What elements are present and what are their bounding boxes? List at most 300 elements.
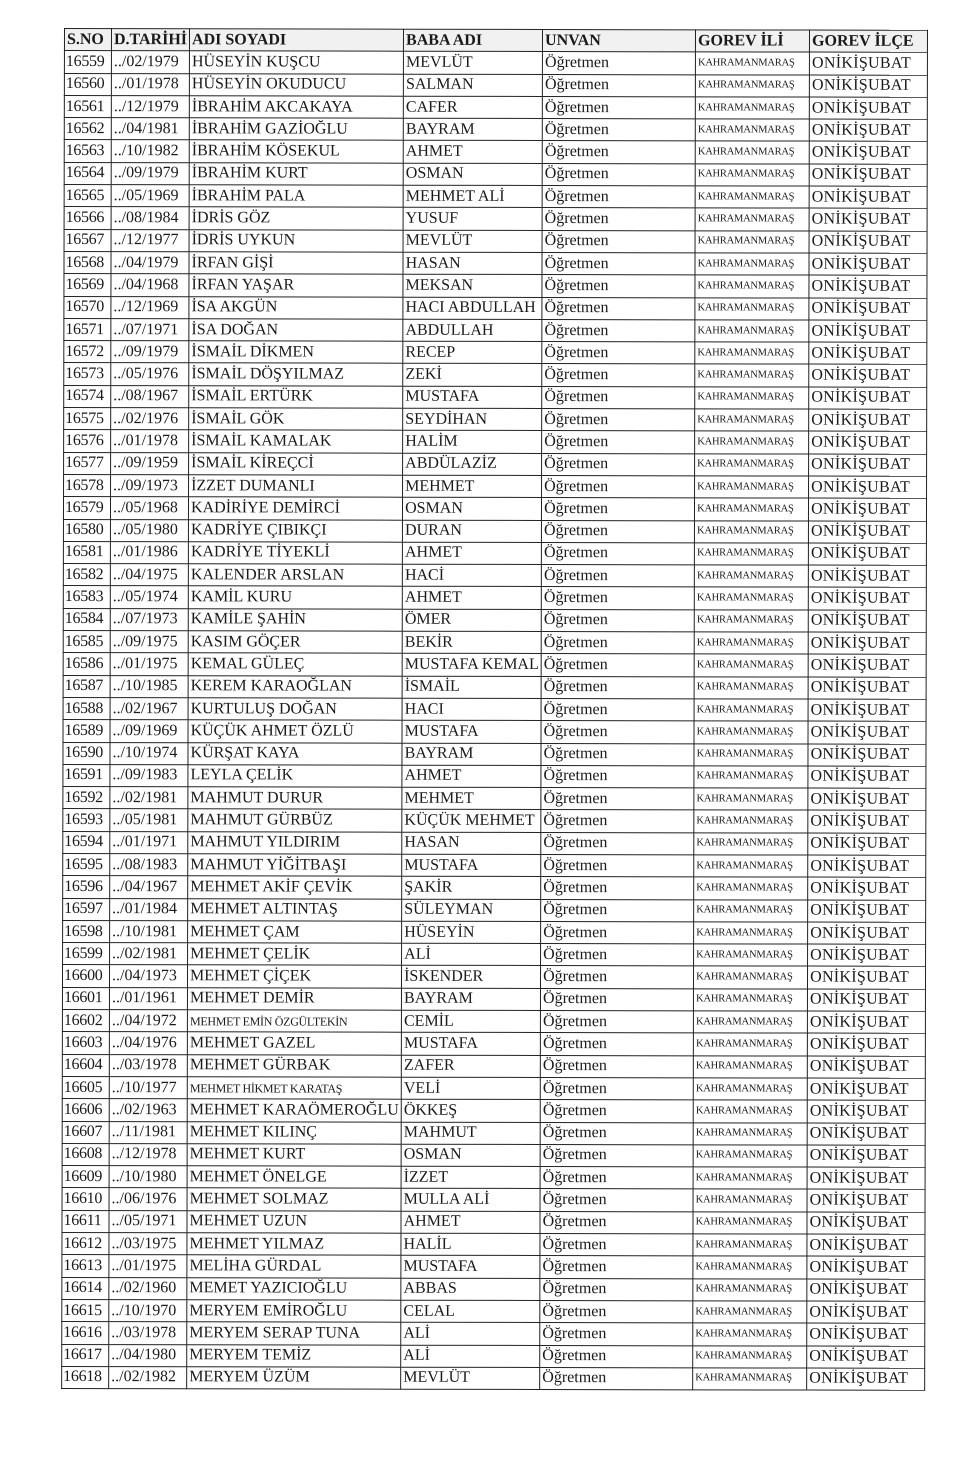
row-title: Öğretmen xyxy=(542,163,695,186)
row-duty-city: KAHRAMANMARAŞ xyxy=(694,743,808,766)
row-full-name: MEHMET ÇELİK xyxy=(188,943,402,966)
row-father-name: AHMET xyxy=(403,141,542,164)
row-title: Öğretmen xyxy=(540,1055,693,1078)
row-father-name: KÜÇÜK MEHMET xyxy=(402,810,541,833)
row-full-name: İBRAHİM KÖSEKUL xyxy=(189,140,403,163)
row-sno: 16609 xyxy=(62,1166,109,1188)
row-father-name: İSMAİL xyxy=(402,676,541,699)
row-title: Öğretmen xyxy=(542,364,695,387)
table-row xyxy=(64,474,927,498)
table-row xyxy=(63,787,926,811)
row-full-name: İSA DOĞAN xyxy=(189,319,403,342)
row-title: Öğretmen xyxy=(541,743,694,766)
table-row xyxy=(64,341,927,365)
row-birth-date: ../02/1976 xyxy=(111,408,189,430)
row-full-name: MAHMUT DURUR xyxy=(188,787,402,810)
row-full-name: MEHMET GAZEL xyxy=(187,1032,401,1055)
table-row xyxy=(64,162,927,186)
row-sno: 16583 xyxy=(63,586,110,608)
row-full-name: HÜSEYİN OKUDUCU xyxy=(189,73,403,96)
row-duty-district: ONİKİŞUBAT xyxy=(808,855,926,878)
table-row xyxy=(62,1188,925,1212)
row-father-name: MEVLÜT xyxy=(403,52,542,75)
row-duty-city: KAHRAMANMARAŞ xyxy=(695,164,809,187)
row-title: Öğretmen xyxy=(542,275,695,298)
row-title: Öğretmen xyxy=(541,810,694,833)
row-full-name: MAHMUT YILDIRIM xyxy=(188,831,402,854)
row-duty-city: KAHRAMANMARAŞ xyxy=(694,899,808,922)
table-row xyxy=(63,943,926,967)
row-duty-city: KAHRAMANMARAŞ xyxy=(695,52,809,75)
row-birth-date: ../05/1974 xyxy=(110,586,188,608)
row-duty-district: ONİKİŞUBAT xyxy=(808,632,926,655)
table-row xyxy=(64,51,927,75)
row-full-name: MAHMUT GÜRBÜZ xyxy=(188,809,402,832)
row-title: Öğretmen xyxy=(542,319,695,342)
row-father-name: İZZET xyxy=(401,1166,540,1189)
row-duty-district: ONİKİŞUBAT xyxy=(809,208,927,231)
table-row xyxy=(63,675,926,699)
row-birth-date: ../05/1971 xyxy=(109,1210,187,1232)
table-row xyxy=(64,95,927,119)
row-sno: 16600 xyxy=(62,965,109,987)
row-father-name: MEHMET xyxy=(403,475,542,498)
row-title: Öğretmen xyxy=(541,966,694,989)
row-birth-date: ../04/1967 xyxy=(110,876,188,898)
row-title: Öğretmen xyxy=(541,565,694,588)
row-duty-city: KAHRAMANMARAŞ xyxy=(695,186,809,209)
row-title: Öğretmen xyxy=(541,632,694,655)
row-duty-district: ONİKİŞUBAT xyxy=(807,1234,925,1257)
row-duty-district: ONİKİŞUBAT xyxy=(809,454,927,477)
row-sno: 16580 xyxy=(63,519,110,541)
row-father-name: OSMAN xyxy=(401,1144,540,1167)
row-full-name: İRFAN GİŞİ xyxy=(189,252,403,275)
row-title: Öğretmen xyxy=(541,921,694,944)
row-father-name: YUSUF xyxy=(403,208,542,231)
table-row xyxy=(62,1210,925,1234)
row-father-name: MEHMET ALİ xyxy=(403,185,542,208)
row-sno: 16567 xyxy=(64,229,111,251)
row-duty-city: KAHRAMANMARAŞ xyxy=(694,989,808,1012)
row-title: Öğretmen xyxy=(541,676,694,699)
table-row xyxy=(63,631,926,655)
row-father-name: MUSTAFA xyxy=(402,854,541,877)
row-duty-district: ONİKİŞUBAT xyxy=(807,1212,925,1235)
row-duty-city: KAHRAMANMARAŞ xyxy=(693,1078,807,1101)
row-title: Öğretmen xyxy=(540,1077,693,1100)
row-duty-district: ONİKİŞUBAT xyxy=(807,1056,925,1079)
row-sno: 16569 xyxy=(64,274,111,296)
table-row xyxy=(63,497,926,521)
row-duty-district: ONİKİŞUBAT xyxy=(808,810,926,833)
row-duty-district: ONİKİŞUBAT xyxy=(807,1301,925,1324)
row-title: Öğretmen xyxy=(541,542,694,565)
row-full-name: İDRİS GÖZ xyxy=(189,207,403,230)
row-sno: 16571 xyxy=(64,318,111,340)
row-full-name: İBRAHİM AKCAKAYA xyxy=(189,96,403,119)
row-title: Öğretmen xyxy=(540,1367,693,1390)
row-sno: 16604 xyxy=(62,1054,109,1076)
row-title: Öğretmen xyxy=(542,409,695,432)
row-duty-district: ONİKİŞUBAT xyxy=(807,1145,925,1168)
row-full-name: İSMAİL GÖK xyxy=(189,408,403,431)
row-father-name: HASAN xyxy=(402,832,541,855)
row-duty-city: KAHRAMANMARAŞ xyxy=(693,1100,807,1123)
header-full-name: ADI SOYADI xyxy=(189,29,403,52)
row-duty-district: ONİKİŞUBAT xyxy=(809,320,927,343)
row-full-name: MEHMET SOLMAZ xyxy=(187,1188,401,1211)
row-title: Öğretmen xyxy=(542,386,695,409)
row-duty-district: ONİKİŞUBAT xyxy=(809,365,927,388)
row-birth-date: ../10/1981 xyxy=(110,920,188,942)
row-sno: 16577 xyxy=(64,452,111,474)
row-duty-city: KAHRAMANMARAŞ xyxy=(694,833,808,856)
table-row xyxy=(62,1299,925,1323)
row-duty-district: ONİKİŞUBAT xyxy=(808,877,926,900)
row-title: Öğretmen xyxy=(542,208,695,231)
row-birth-date: ../01/1986 xyxy=(110,541,188,563)
row-father-name: BAYRAM xyxy=(402,743,541,766)
table-row xyxy=(63,608,926,632)
row-father-name: İSKENDER xyxy=(402,966,541,989)
row-duty-district: ONİKİŞUBAT xyxy=(809,97,927,120)
row-duty-district: ONİKİŞUBAT xyxy=(808,677,926,700)
row-duty-city: KAHRAMANMARAŞ xyxy=(694,766,808,789)
row-duty-city: KAHRAMANMARAŞ xyxy=(695,409,809,432)
row-father-name: OSMAN xyxy=(403,163,542,186)
row-father-name: SALMAN xyxy=(403,74,542,97)
row-title: Öğretmen xyxy=(542,520,695,543)
row-full-name: KADRİYE TİYEKLİ xyxy=(188,542,402,565)
row-duty-city: KAHRAMANMARAŞ xyxy=(693,1256,807,1279)
row-full-name: KASIM GÖÇER xyxy=(188,631,402,654)
row-full-name: MERYEM ÜZÜM xyxy=(187,1367,401,1390)
row-duty-city: KAHRAMANMARAŞ xyxy=(693,1167,807,1190)
row-title: Öğretmen xyxy=(541,765,694,788)
row-title: Öğretmen xyxy=(542,342,695,365)
row-sno: 16598 xyxy=(63,920,110,942)
row-duty-district: ONİKİŞUBAT xyxy=(809,409,927,432)
row-full-name: MELİHA GÜRDAL xyxy=(187,1255,401,1278)
table-row xyxy=(63,742,926,766)
row-birth-date: ../02/1963 xyxy=(109,1099,187,1121)
row-birth-date: ../08/1983 xyxy=(110,854,188,876)
table-row xyxy=(63,809,926,833)
row-duty-city: KAHRAMANMARAŞ xyxy=(694,721,808,744)
row-full-name: MEMET YAZICIOĞLU xyxy=(187,1277,401,1300)
header-title: UNVAN xyxy=(543,30,696,53)
row-sno: 16601 xyxy=(62,987,109,1009)
row-sno: 16578 xyxy=(64,474,111,496)
row-birth-date: ../03/1975 xyxy=(109,1233,187,1255)
row-duty-city: KAHRAMANMARAŞ xyxy=(694,699,808,722)
row-title: Öğretmen xyxy=(540,1323,693,1346)
row-title: Öğretmen xyxy=(542,96,695,119)
row-duty-district: ONİKİŞUBAT xyxy=(809,75,927,98)
row-sno: 16573 xyxy=(64,363,111,385)
row-title: Öğretmen xyxy=(540,1300,693,1323)
row-duty-city: KAHRAMANMARAŞ xyxy=(693,1234,807,1257)
row-birth-date: ../09/1975 xyxy=(110,631,188,653)
row-duty-district: ONİKİŞUBAT xyxy=(807,1256,925,1279)
row-duty-city: KAHRAMANMARAŞ xyxy=(695,297,809,320)
row-title: Öğretmen xyxy=(540,1278,693,1301)
row-sno: 16564 xyxy=(64,162,111,184)
row-duty-district: ONİKİŞUBAT xyxy=(807,1189,925,1212)
row-duty-district: ONİKİŞUBAT xyxy=(809,476,927,499)
row-duty-city: KAHRAMANMARAŞ xyxy=(695,141,809,164)
row-full-name: MEHMET DEMİR xyxy=(187,988,401,1011)
row-duty-district: ONİKİŞUBAT xyxy=(809,142,927,165)
row-full-name: KALENDER ARSLAN xyxy=(188,564,402,587)
document-sheet xyxy=(61,28,928,1391)
row-father-name: HASAN xyxy=(403,252,542,275)
row-sno: 16613 xyxy=(62,1255,109,1277)
row-birth-date: ../05/1980 xyxy=(110,519,188,541)
row-full-name: MEHMET KURT xyxy=(187,1144,401,1167)
row-father-name: MUSTAFA xyxy=(402,720,541,743)
table-row xyxy=(63,853,926,877)
row-title: Öğretmen xyxy=(541,832,694,855)
row-sno: 16570 xyxy=(64,296,111,318)
row-birth-date: ../05/1976 xyxy=(111,363,189,385)
row-birth-date: ../12/1977 xyxy=(111,229,189,251)
row-duty-district: ONİKİŞUBAT xyxy=(808,766,926,789)
row-duty-district: ONİKİŞUBAT xyxy=(808,788,926,811)
row-title: Öğretmen xyxy=(542,186,695,209)
table-row xyxy=(63,697,926,721)
row-full-name: MEHMET YILMAZ xyxy=(187,1233,401,1256)
row-duty-district: ONİKİŞUBAT xyxy=(808,833,926,856)
row-duty-district: ONİKİŞUBAT xyxy=(807,1078,925,1101)
row-sno: 16589 xyxy=(63,720,110,742)
row-title: Öğretmen xyxy=(541,854,694,877)
row-full-name: MEHMET HİKMET KARATAŞ xyxy=(187,1077,401,1100)
row-duty-district: ONİKİŞUBAT xyxy=(808,587,926,610)
table-row xyxy=(64,385,927,409)
table-row xyxy=(64,207,927,231)
row-birth-date: ../01/1978 xyxy=(111,430,189,452)
row-sno: 16585 xyxy=(63,631,110,653)
row-duty-city: KAHRAMANMARAŞ xyxy=(695,364,809,387)
row-title: Öğretmen xyxy=(542,74,695,97)
row-sno: 16588 xyxy=(63,697,110,719)
row-birth-date: ../05/1968 xyxy=(110,497,188,519)
row-duty-city: KAHRAMANMARAŞ xyxy=(694,922,808,945)
row-full-name: MERYEM SERAP TUNA xyxy=(187,1322,401,1345)
row-birth-date: ../05/1981 xyxy=(110,809,188,831)
row-duty-city: KAHRAMANMARAŞ xyxy=(694,810,808,833)
table-row xyxy=(62,1344,925,1368)
row-duty-city: KAHRAMANMARAŞ xyxy=(693,1122,807,1145)
row-sno: 16611 xyxy=(62,1210,109,1232)
row-sno: 16562 xyxy=(64,118,111,140)
row-title: Öğretmen xyxy=(542,119,695,142)
row-father-name: HACI ABDULLAH xyxy=(403,297,542,320)
row-title: Öğretmen xyxy=(542,453,695,476)
header-birth-date: D.TARİHİ xyxy=(111,29,189,51)
row-title: Öğretmen xyxy=(540,1144,693,1167)
table-row xyxy=(62,1010,925,1034)
row-duty-city: KAHRAMANMARAŞ xyxy=(693,1011,807,1034)
row-title: Öğretmen xyxy=(542,252,695,275)
row-duty-district: ONİKİŞUBAT xyxy=(809,521,927,544)
row-birth-date: ../11/1981 xyxy=(109,1121,187,1143)
row-title: Öğretmen xyxy=(540,1256,693,1279)
row-duty-city: KAHRAMANMARAŞ xyxy=(693,1189,807,1212)
row-duty-city: KAHRAMANMARAŞ xyxy=(694,877,808,900)
row-father-name: AHMET xyxy=(401,1211,540,1234)
row-father-name: MUSTAFA KEMAL xyxy=(402,654,541,677)
row-sno: 16603 xyxy=(62,1032,109,1054)
header-father-name: BABA ADI xyxy=(404,29,543,52)
row-full-name: MAHMUT YİĞİTBAŞI xyxy=(188,854,402,877)
row-father-name: SÜLEYMAN xyxy=(402,899,541,922)
row-duty-district: ONİKİŞUBAT xyxy=(808,922,926,945)
row-sno: 16568 xyxy=(64,251,111,273)
row-birth-date: ../12/1978 xyxy=(109,1143,187,1165)
row-duty-city: KAHRAMANMARAŞ xyxy=(695,520,809,543)
row-title: Öğretmen xyxy=(541,721,694,744)
row-father-name: MEHMET xyxy=(402,787,541,810)
row-duty-district: ONİKİŞUBAT xyxy=(808,610,926,633)
table-row xyxy=(64,318,927,342)
row-duty-city: KAHRAMANMARAŞ xyxy=(695,208,809,231)
row-duty-city: KAHRAMANMARAŞ xyxy=(695,230,809,253)
row-title: Öğretmen xyxy=(541,609,694,632)
row-birth-date: ../03/1978 xyxy=(109,1322,187,1344)
row-sno: 16576 xyxy=(64,430,111,452)
table-row xyxy=(62,1121,925,1145)
row-duty-city: KAHRAMANMARAŞ xyxy=(694,610,808,633)
row-duty-city: KAHRAMANMARAŞ xyxy=(695,342,809,365)
row-birth-date: ../04/1975 xyxy=(110,564,188,586)
row-duty-district: ONİKİŞUBAT xyxy=(808,744,926,767)
row-father-name: HÜSEYİN xyxy=(402,921,541,944)
row-full-name: MERYEM EMİROĞLU xyxy=(187,1300,401,1323)
row-father-name: HACI xyxy=(402,698,541,721)
row-duty-district: ONİKİŞUBAT xyxy=(808,699,926,722)
row-duty-city: KAHRAMANMARAŞ xyxy=(693,1145,807,1168)
row-duty-district: ONİKİŞUBAT xyxy=(808,654,926,677)
row-duty-city: KAHRAMANMARAŞ xyxy=(693,1368,807,1391)
row-duty-district: ONİKİŞUBAT xyxy=(809,164,927,187)
row-duty-district: ONİKİŞUBAT xyxy=(808,543,926,566)
row-father-name: HALİL xyxy=(401,1233,540,1256)
row-father-name: ALİ xyxy=(402,943,541,966)
row-full-name: İSMAİL DÖŞYILMAZ xyxy=(189,363,403,386)
row-title: Öğretmen xyxy=(540,1033,693,1056)
row-title: Öğretmen xyxy=(540,1211,693,1234)
row-duty-district: ONİKİŞUBAT xyxy=(809,498,927,521)
row-birth-date: ../04/1968 xyxy=(111,274,189,296)
table-row xyxy=(63,764,926,788)
row-birth-date: ../12/1979 xyxy=(111,95,189,117)
row-sno: 16597 xyxy=(63,898,110,920)
row-title: Öğretmen xyxy=(541,698,694,721)
row-duty-district: ONİKİŞUBAT xyxy=(807,1323,925,1346)
row-sno: 16593 xyxy=(63,809,110,831)
row-full-name: KÜRŞAT KAYA xyxy=(188,742,402,765)
row-duty-district: ONİKİŞUBAT xyxy=(808,565,926,588)
row-sno: 16575 xyxy=(64,408,111,430)
row-sno: 16595 xyxy=(63,853,110,875)
row-full-name: İSMAİL DİKMEN xyxy=(189,341,403,364)
row-full-name: KADİRİYE DEMİRCİ xyxy=(189,497,403,520)
row-father-name: MUSTAFA xyxy=(403,386,542,409)
row-father-name: MULLA ALİ xyxy=(401,1189,540,1212)
row-duty-city: KAHRAMANMARAŞ xyxy=(695,97,809,120)
row-duty-city: KAHRAMANMARAŞ xyxy=(695,476,809,499)
row-birth-date: ../04/1976 xyxy=(109,1032,187,1054)
row-duty-district: ONİKİŞUBAT xyxy=(809,253,927,276)
row-father-name: CEMİL xyxy=(401,1010,540,1033)
row-birth-date: ../01/1978 xyxy=(111,73,189,95)
row-father-name: ALİ xyxy=(401,1345,540,1368)
row-sno: 16594 xyxy=(63,831,110,853)
row-duty-district: ONİKİŞUBAT xyxy=(808,967,926,990)
row-sno: 16572 xyxy=(64,341,111,363)
row-full-name: İDRİS UYKUN xyxy=(189,229,403,252)
row-duty-city: KAHRAMANMARAŞ xyxy=(694,654,808,677)
row-full-name: MEHMET EMİN ÖZGÜLTEKİN xyxy=(187,1010,401,1033)
row-father-name: BAYRAM xyxy=(402,988,541,1011)
row-birth-date: ../02/1982 xyxy=(109,1366,187,1388)
table-row xyxy=(63,831,926,855)
row-birth-date: ../09/1973 xyxy=(111,475,189,497)
row-duty-city: KAHRAMANMARAŞ xyxy=(693,1323,807,1346)
row-title: Öğretmen xyxy=(541,899,694,922)
table-row xyxy=(64,140,927,164)
table-row xyxy=(63,653,926,677)
row-sno: 16561 xyxy=(64,95,111,117)
row-sno: 16614 xyxy=(62,1277,109,1299)
table-header-row xyxy=(64,29,927,53)
row-father-name: OSMAN xyxy=(403,497,542,520)
row-duty-city: KAHRAMANMARAŞ xyxy=(694,676,808,699)
row-father-name: ÖMER xyxy=(402,609,541,632)
row-father-name: MEVLÜT xyxy=(401,1367,540,1390)
row-sno: 16618 xyxy=(62,1366,109,1388)
row-full-name: KAMİL KURU xyxy=(188,586,402,609)
row-duty-city: KAHRAMANMARAŞ xyxy=(695,387,809,410)
row-title: Öğretmen xyxy=(540,1345,693,1368)
row-father-name: BAYRAM xyxy=(403,118,542,141)
row-title: Öğretmen xyxy=(542,498,695,521)
row-duty-city: KAHRAMANMARAŞ xyxy=(694,855,808,878)
row-duty-city: KAHRAMANMARAŞ xyxy=(694,543,808,566)
row-birth-date: ../10/1980 xyxy=(109,1166,187,1188)
table-row xyxy=(64,408,927,432)
row-birth-date: ../05/1969 xyxy=(111,185,189,207)
row-duty-district: ONİKİŞUBAT xyxy=(809,298,927,321)
table-row xyxy=(62,1233,925,1257)
row-father-name: MEVLÜT xyxy=(403,230,542,253)
row-duty-city: KAHRAMANMARAŞ xyxy=(693,1033,807,1056)
row-sno: 16605 xyxy=(62,1076,109,1098)
row-duty-district: ONİKİŞUBAT xyxy=(807,1279,925,1302)
row-duty-district: ONİKİŞUBAT xyxy=(809,186,927,209)
row-full-name: MEHMET UZUN xyxy=(187,1210,401,1233)
row-father-name: AHMET xyxy=(402,765,541,788)
row-duty-city: KAHRAMANMARAŞ xyxy=(694,944,808,967)
row-birth-date: ../01/1971 xyxy=(110,831,188,853)
row-title: Öğretmen xyxy=(541,587,694,610)
row-sno: 16579 xyxy=(63,497,110,519)
row-duty-district: ONİKİŞUBAT xyxy=(807,1033,925,1056)
row-sno: 16610 xyxy=(62,1188,109,1210)
